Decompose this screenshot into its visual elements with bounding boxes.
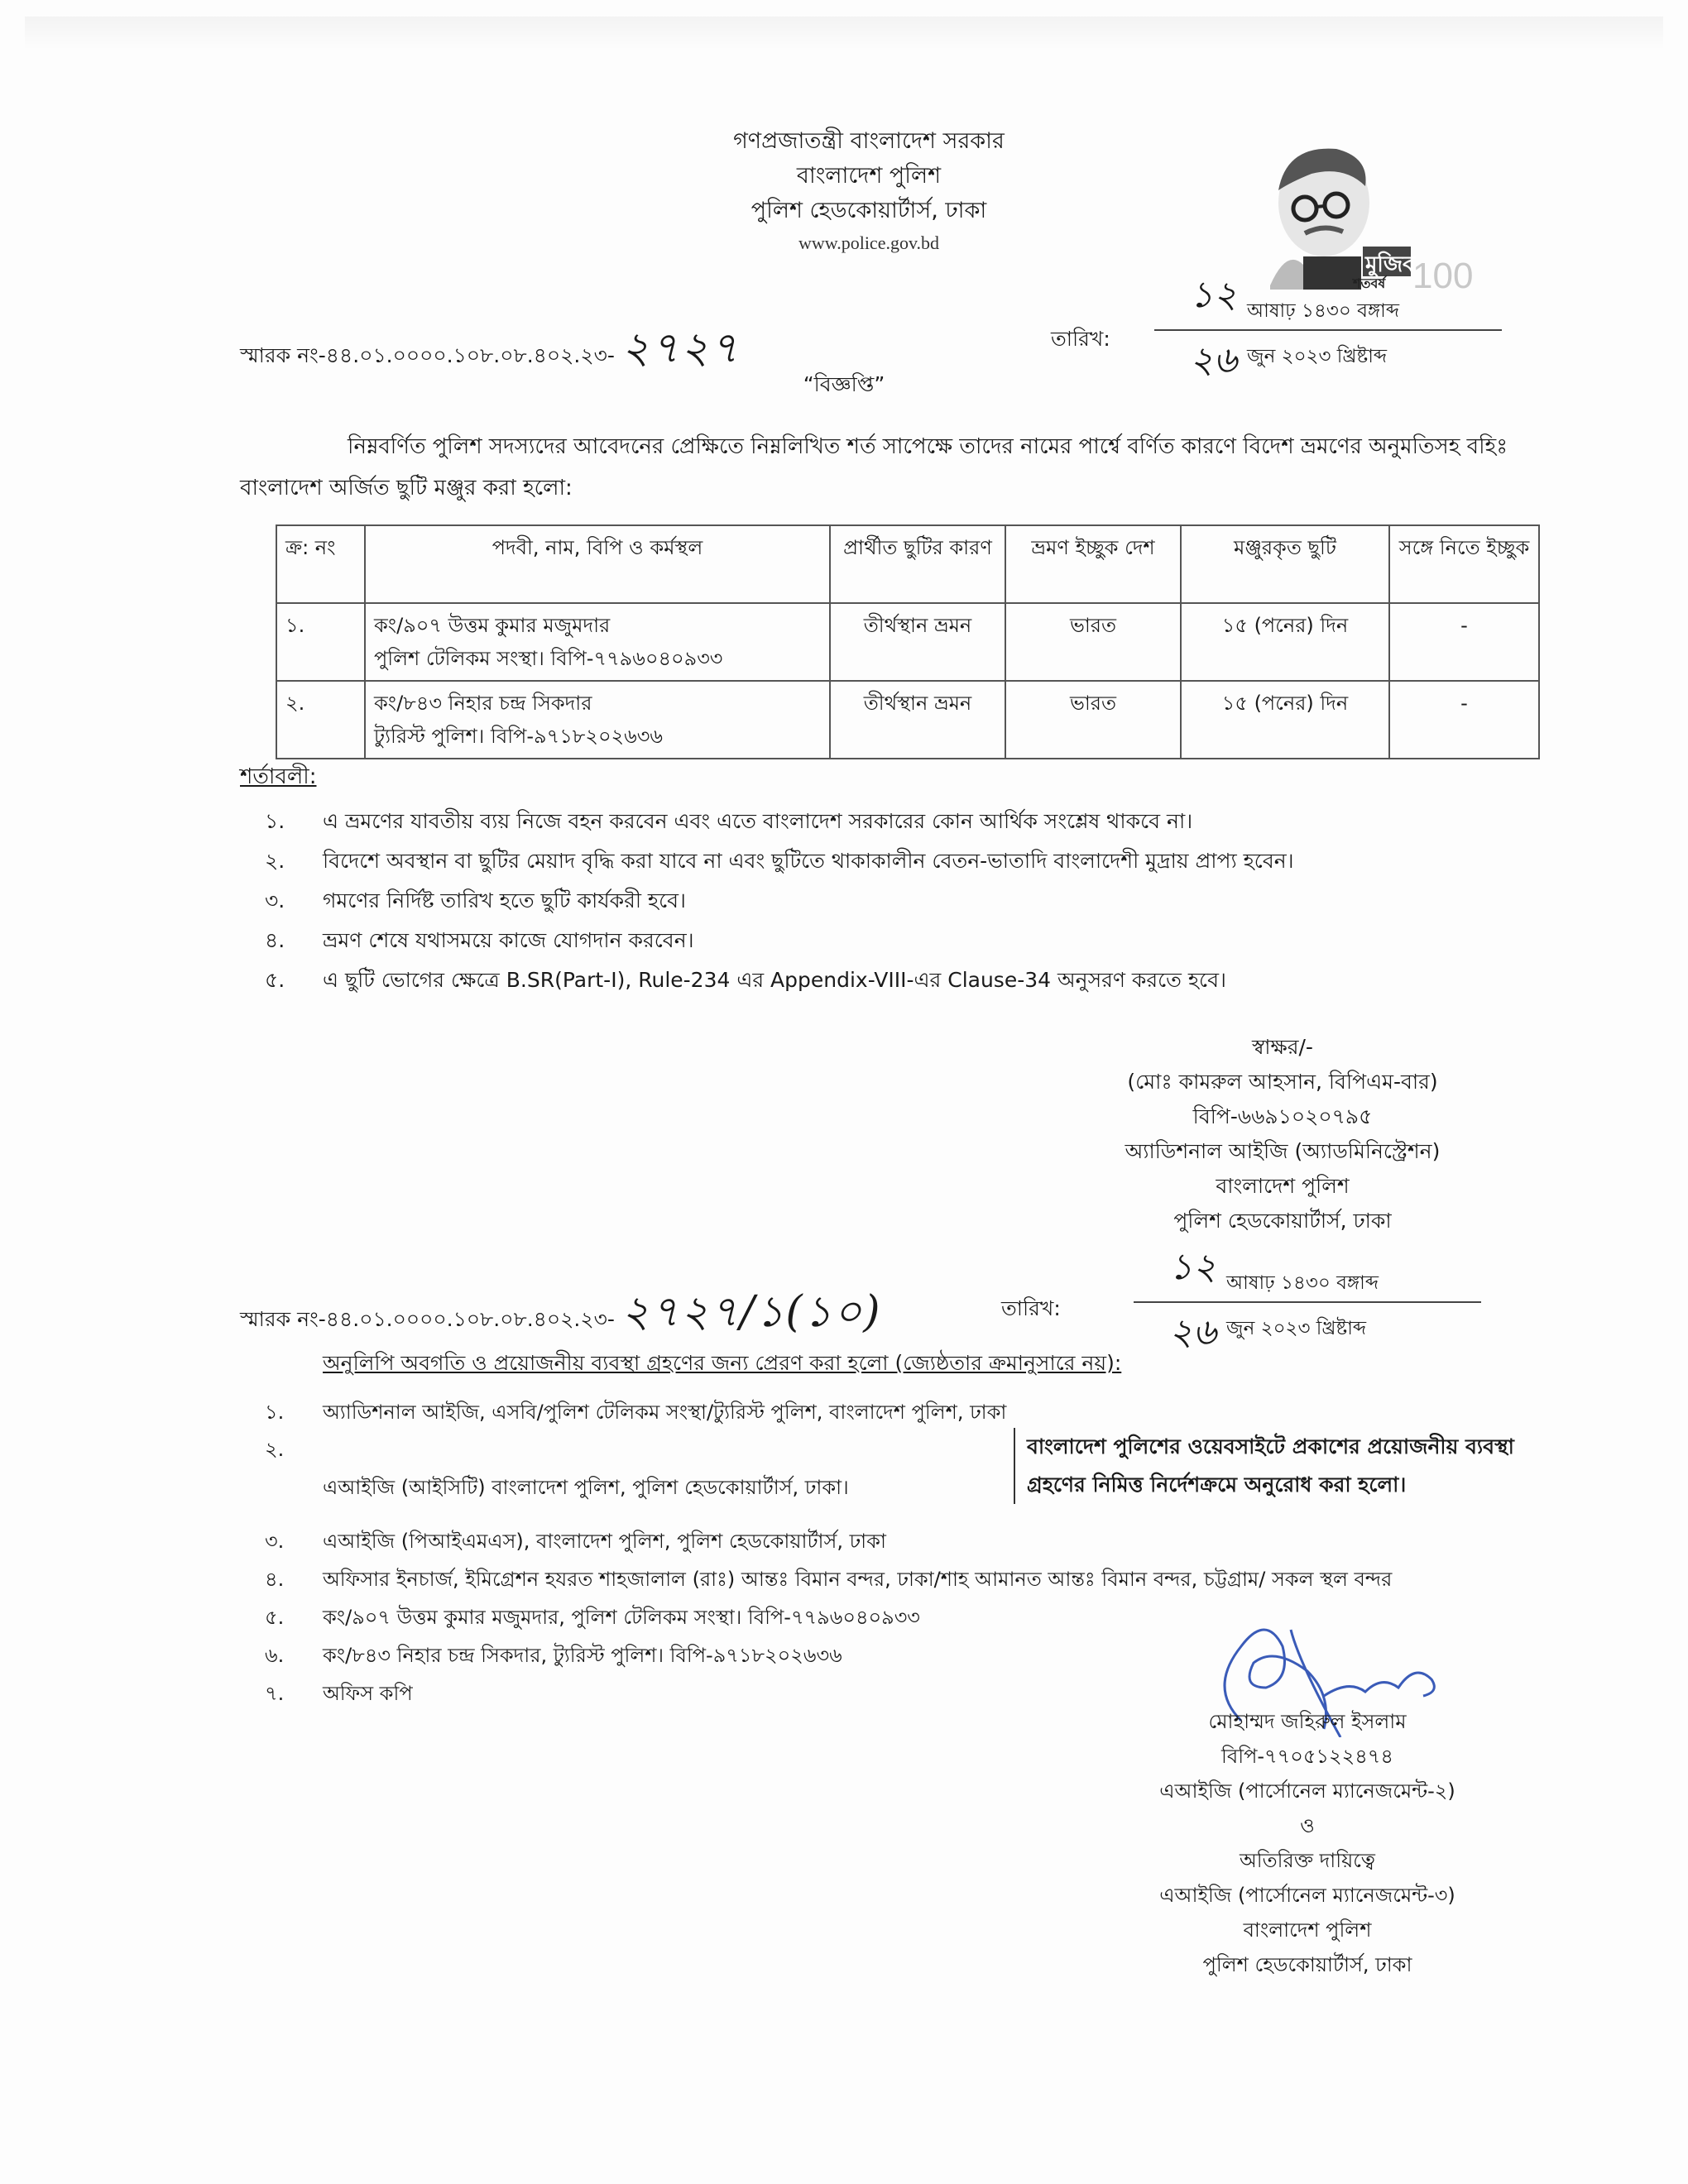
item-number: ৫.: [265, 967, 285, 992]
condition-item: [265, 842, 1506, 882]
item-text: এ ভ্রমণের যাবতীয় ব্যয় নিজে বহন করবেন এবং এতে বাংলাদেশ সরকারের কোন আর্থিক সংশ্লেষ থাকবে না।: [323, 808, 1193, 833]
col-leave: মঞ্জুরকৃত ছুটি: [1181, 525, 1389, 603]
item-number: ২.: [265, 1438, 285, 1461]
cell-accompany: -: [1389, 603, 1539, 681]
item-text: ভ্রমণ শেষে যথাসময়ে কাজে যোগদান করবেন।: [323, 927, 694, 952]
notice-title: “বিজ্ঞপ্তি”: [803, 372, 885, 396]
condition-item: [265, 802, 1506, 842]
item-text: কং/৮৪৩ নিহার চন্দ্র সিকদার, ট্যুরিস্ট পুলিশ। বিপি-৯৭১৮২০২৬৩৬: [323, 1644, 842, 1667]
signatory-bp: বিপি-৬৬৯১০২০৭৯৫: [1192, 1104, 1373, 1128]
member-name: কং/৯০৭ উত্তম কুমার মজুমদার: [374, 614, 611, 637]
mujib-centenary-logo-icon: [1254, 141, 1518, 290]
website-publish-note: বাংলাদেশ পুলিশের ওয়েবসাইটে প্রকাশের প্রয়োজনীয় ব্যবস্থা গ্রহণের নিমিত্ত নির্দেশক্রমে অনুরোধ করা হলো।: [1014, 1428, 1556, 1504]
item-number: ৩.: [265, 1530, 285, 1553]
cell-reason: তীর্থস্থান ভ্রমন: [830, 603, 1005, 681]
condition-item: [265, 961, 1506, 1001]
conjunction: ও: [1300, 1814, 1315, 1837]
memo-prefix: স্মারক নং-৪৪.০১.০০০০.১০৮.০৮.৪০২.২৩-: [240, 343, 615, 367]
item-text: বিদেশে অবস্থান বা ছুটির মেয়াদ বৃদ্ধি করা যাবে না এবং ছুটিতে থাকাকালীন বেতন-ভাতাদি বাংলাদেশী মুদ্রায় প্রাপ্য হবেন।: [323, 848, 1294, 873]
item-number: ৪.: [265, 927, 285, 952]
memo-handwritten-number: ২৭২৭/১(১০): [621, 1287, 882, 1337]
org-name: বাংলাদেশ পুলিশ: [796, 163, 942, 189]
item-text: অ্যাডিশনাল আইজি, এসবি/পুলিশ টেলিকম সংস্থা/ট্যুরিস্ট পুলিশ, বাংলাদেশ পুলিশ, ঢাকা: [323, 1401, 1007, 1424]
svg-text:100: 100: [1412, 256, 1474, 290]
item-text: অফিস কপি: [323, 1682, 413, 1705]
svg-text:মুজিব: মুজিব: [1365, 252, 1415, 277]
signatory-block-2: [1092, 1704, 1523, 1982]
item-number: ৬.: [265, 1644, 285, 1667]
date-bengali-day: ১২: [1189, 274, 1237, 316]
item-number: ৪.: [265, 1568, 285, 1591]
signatory-block-1: [1067, 1030, 1498, 1238]
conditions-heading: শর্তাবলী:: [240, 764, 317, 789]
table-row: [276, 681, 1539, 759]
leave-table: [276, 524, 1540, 759]
memo-prefix: স্মারক নং-৪৪.০১.০০০০.১০৮.০৮.৪০২.২৩-: [240, 1307, 615, 1331]
item-text: এআইজি (পিআইএমএস), বাংলাদেশ পুলিশ, পুলিশ হেডকোয়ার্টার্স, ঢাকা: [323, 1530, 886, 1553]
item-number: ৩.: [265, 888, 285, 912]
item-text: অফিসার ইনচার্জ, ইমিগ্রেশন হযরত শাহজালাল (রাঃ) আন্তঃ বিমান বন্দর, ঢাকা/শাহ আমানত আন্তঃ বিমান বন্দর, চট্টগ্রাম/ সকল স্থল বন্দর: [323, 1568, 1393, 1591]
office-name: পুলিশ হেডকোয়ার্টার্স, ঢাকা: [750, 198, 987, 223]
date-block-2: [1134, 1246, 1481, 1353]
table-row: [276, 603, 1539, 681]
date-label: তারিখ:: [1051, 327, 1110, 351]
signatory-designation-2: এআইজি (পার্সোনেল ম্যানেজমেন্ট-৩): [1159, 1884, 1455, 1907]
cell-leave: ১৫ (পনের) দিন: [1181, 603, 1389, 681]
table-header-row: [276, 525, 1539, 603]
date-greg-day: ২৬: [1168, 1311, 1216, 1353]
memo-number-2: [240, 1278, 882, 1350]
signatory-office: পুলিশ হেডকোয়ার্টার্স, ঢাকা: [1202, 1953, 1412, 1976]
signatory-org: বাংলাদেশ পুলিশ: [1243, 1918, 1372, 1942]
member-unit: ট্যুরিস্ট পুলিশ। বিপি-৯৭১৮২০২৬৩৬: [374, 725, 663, 748]
date-divider: [1134, 1301, 1481, 1303]
memo-handwritten-number: ২৭২৭: [621, 323, 741, 373]
scan-artifact: [25, 17, 1663, 50]
date-bengali-day: ১২: [1168, 1246, 1216, 1288]
col-accompany: সঙ্গে নিতে ইচ্ছুক: [1389, 525, 1539, 603]
letterhead: [579, 124, 1158, 258]
col-country: ভ্রমণ ইচ্ছুক দেশ: [1005, 525, 1181, 603]
cell-serial: ২.: [276, 681, 365, 759]
copy-item: [265, 1562, 1556, 1600]
signatory-name: (মোঃ কামরুল আহসান, বিপিএম-বার): [1127, 1070, 1438, 1094]
cell-accompany: -: [1389, 681, 1539, 759]
copies-heading: অনুলিপি অবগতি ও প্রয়োজনীয় ব্যবস্থা গ্রহণের জন্য প্রেরণ করা হলো (জ্যেষ্ঠতার ক্রমানুসারে নয়):: [323, 1351, 1122, 1375]
signed-mark: স্বাক্ষর/-: [1252, 1035, 1313, 1059]
svg-text:শতবর্ষ: শতবর্ষ: [1353, 275, 1386, 290]
cell-reason: তীর্থস্থান ভ্রমন: [830, 681, 1005, 759]
col-serial: ক্র: নং: [276, 525, 365, 603]
cell-country: ভারত: [1005, 681, 1181, 759]
intro-paragraph: নিম্নবর্ণিত পুলিশ সদস্যদের আবেদনের প্রেক্ষিতে নিম্নলিখিত শর্ত সাপেক্ষে তাদের নামের পার্শ্বে বর্ণিত কারণে বিদেশ ভ্রমণের অনুমতিসহ বহিঃ বাংলাদেশ অর্জিত ছুটি মঞ্জুর করা হলো:: [240, 434, 1508, 500]
condition-item: [265, 882, 1506, 922]
item-text: এ ছুটি ভোগের ক্ষেত্রে B.SR(Part-I), Rule-234 এর Appendix-VIII-এর Clause-34 অনুসরণ করতে হবে।: [323, 967, 1226, 992]
cell-country: ভারত: [1005, 603, 1181, 681]
col-name: পদবী, নাম, বিপি ও কর্মস্থল: [365, 525, 830, 603]
date-gregorian: জুন ২০২৩ খ্রিষ্টাব্দ: [1247, 346, 1388, 367]
cell-name: [365, 603, 830, 681]
date-greg-day: ২৬: [1189, 339, 1237, 381]
date-bengali: আষাঢ় ১৪৩০ বঙ্গাব্দ: [1226, 1272, 1379, 1294]
item-number: ১.: [265, 808, 285, 833]
additional-charge: অতিরিক্ত দায়িত্বে: [1240, 1849, 1375, 1872]
item-text: এআইজি (আইসিটি) বাংলাদেশ পুলিশ, পুলিশ হেডকোয়ার্টার্স, ঢাকা।: [323, 1476, 849, 1499]
signatory-bp: বিপি-৭৭০৫১২২৪৭৪: [1221, 1745, 1393, 1768]
website-link[interactable]: www.police.gov.bd: [798, 232, 940, 253]
item-number: ৫.: [265, 1606, 285, 1629]
signatory-designation: অ্যাডিশনাল আইজি (অ্যাডমিনিস্ট্রেশন): [1125, 1139, 1441, 1163]
signatory-org: বাংলাদেশ পুলিশ: [1216, 1174, 1350, 1198]
signatory-name: মোহাম্মদ জহিরুল ইসলাম: [1208, 1710, 1407, 1733]
member-name: কং/৮৪৩ নিহার চন্দ্র সিকদার: [374, 692, 592, 715]
conditions-list: [265, 802, 1506, 1001]
date-divider: [1154, 329, 1502, 331]
cell-leave: ১৫ (পনের) দিন: [1181, 681, 1389, 759]
member-unit: পুলিশ টেলিকম সংস্থা। বিপি-৭৭৯৬০৪০৯৩৩: [374, 647, 723, 670]
govt-name: গণপ্রজাতন্ত্রী বাংলাদেশ সরকার: [733, 128, 1005, 154]
signatory-office: পুলিশ হেডকোয়ার্টার্স, ঢাকা: [1173, 1209, 1392, 1233]
item-number: ৭.: [265, 1682, 285, 1705]
item-number: ১.: [265, 1401, 285, 1424]
copy-item: [265, 1524, 1556, 1562]
date-bengali: আষাঢ় ১৪৩০ বঙ্গাব্দ: [1247, 300, 1399, 322]
item-text: কং/৯০৭ উত্তম কুমার মজুমদার, পুলিশ টেলিকম সংস্থা। বিপি-৭৭৯৬০৪০৯৩৩: [323, 1606, 920, 1629]
copy-item: [265, 1433, 1556, 1524]
item-number: ২.: [265, 848, 285, 873]
signatory-designation: এআইজি (পার্সোনেল ম্যানেজমেন্ট-২): [1159, 1779, 1455, 1803]
date-label: তারিখ:: [1001, 1296, 1061, 1320]
col-reason: প্রার্থীত ছুটির কারণ: [830, 525, 1005, 603]
item-text: গমণের নির্দিষ্ট তারিখ হতে ছুটি কার্যকরী হবে।: [323, 888, 686, 912]
cell-serial: ১.: [276, 603, 365, 681]
date-gregorian: জুন ২০২৩ খ্রিষ্টাব্দ: [1226, 1318, 1367, 1339]
cell-name: [365, 681, 830, 759]
condition-item: [265, 922, 1506, 961]
